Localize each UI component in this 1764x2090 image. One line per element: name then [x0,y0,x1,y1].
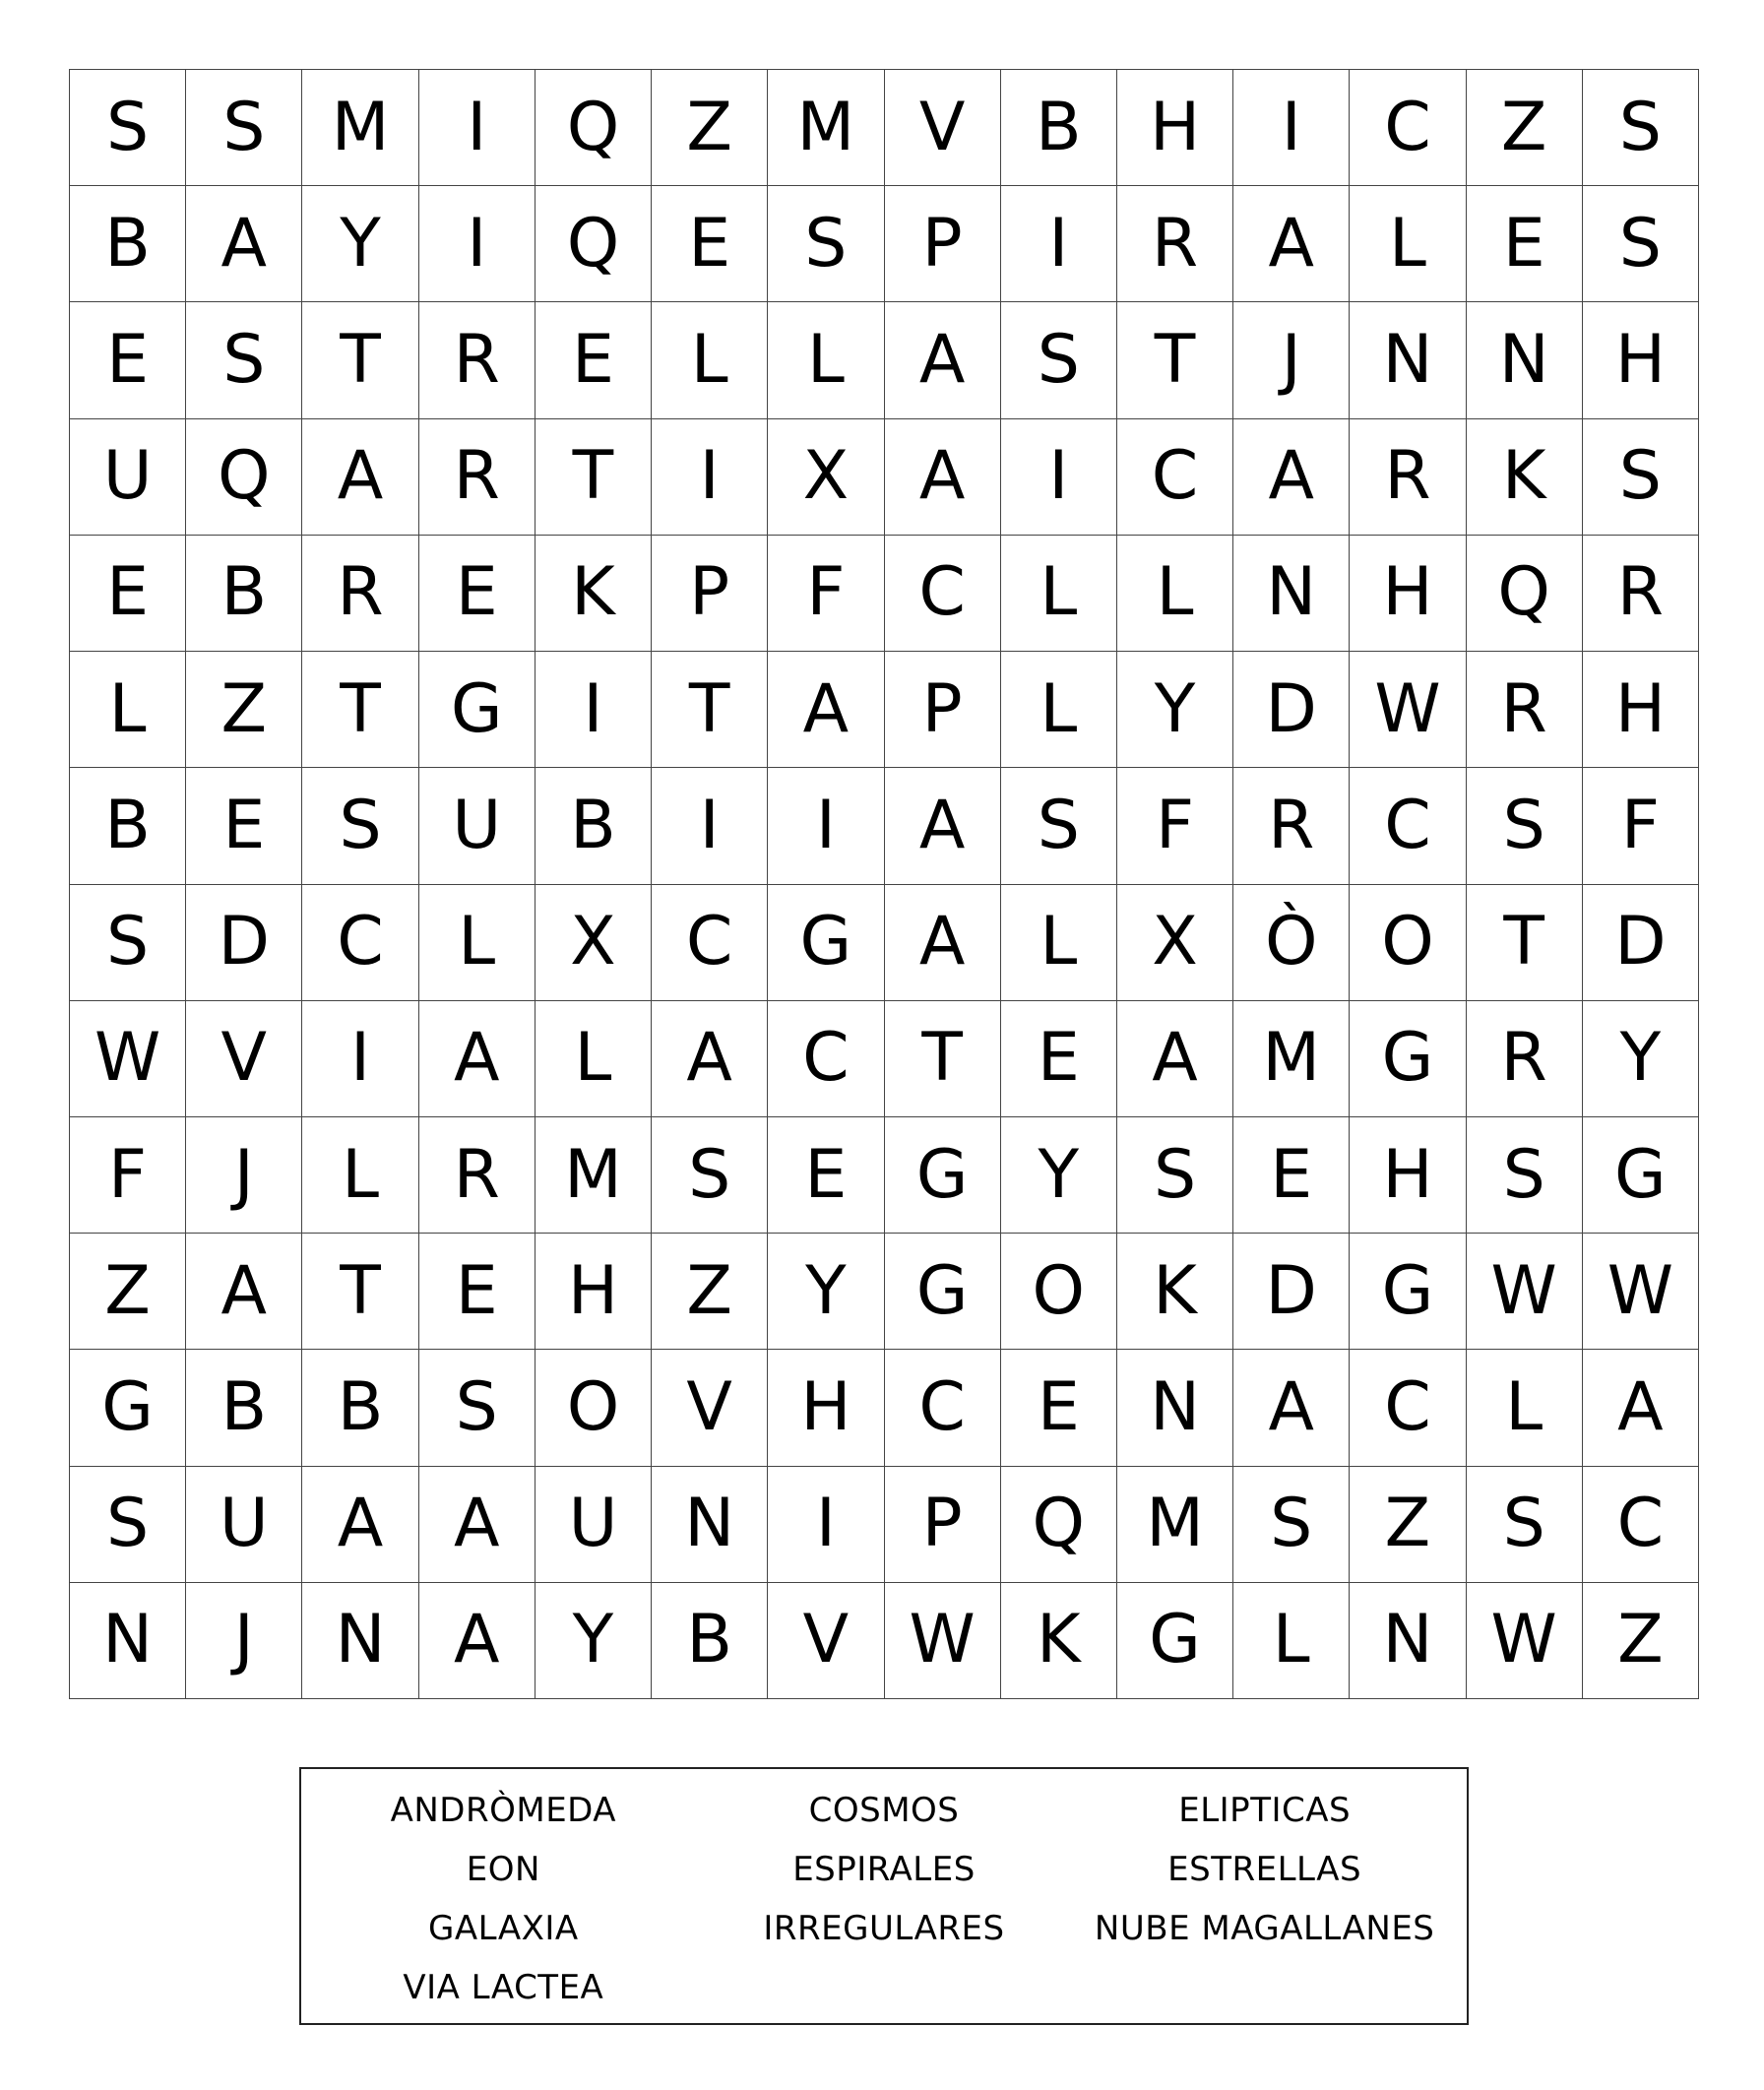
grid-cell[interactable]: E [419,1234,536,1350]
grid-cell[interactable]: Z [1350,1467,1466,1583]
grid-cell[interactable]: I [768,1467,884,1583]
grid-cell[interactable]: M [1233,1001,1350,1117]
grid-cell[interactable]: E [70,302,186,418]
grid-cell[interactable]: G [768,885,884,1001]
grid-cell[interactable]: Y [302,186,418,302]
word-list-item: ESTRELLAS [1167,1850,1362,1889]
grid-cell[interactable]: H [1350,536,1466,652]
grid-cell[interactable]: S [1583,186,1699,302]
grid-cell[interactable]: G [1350,1234,1466,1350]
grid-cell[interactable]: A [885,768,1001,884]
grid-cell[interactable]: S [186,302,302,418]
grid-cell[interactable]: G [1117,1583,1233,1699]
grid-cell[interactable]: S [186,70,302,186]
grid-cell[interactable]: P [885,652,1001,768]
grid-cell[interactable]: G [70,1350,186,1466]
grid-cell[interactable]: C [768,1001,884,1117]
grid-cell[interactable]: R [1467,1001,1583,1117]
grid-cell[interactable]: N [1350,1583,1466,1699]
word-list-item: GALAXIA [427,1909,579,1948]
word-list-item: EON [466,1850,540,1889]
grid-cell[interactable]: G [885,1234,1001,1350]
grid-cell[interactable]: B [186,536,302,652]
grid-cell[interactable]: L [1350,186,1466,302]
word-list-item: ANDRÒMEDA [390,1791,617,1830]
grid-cell[interactable]: V [768,1583,884,1699]
grid-cell[interactable]: A [186,186,302,302]
grid-cell[interactable]: K [1001,1583,1117,1699]
grid-cell[interactable]: L [419,885,536,1001]
grid-cell[interactable]: J [186,1583,302,1699]
grid-cell[interactable]: I [419,186,536,302]
grid-cell[interactable]: I [652,419,768,536]
grid-cell[interactable]: Q [1467,536,1583,652]
grid-cell[interactable]: J [1233,302,1350,418]
grid-cell[interactable]: C [302,885,418,1001]
grid-cell[interactable]: I [652,768,768,884]
grid-cell[interactable]: D [1583,885,1699,1001]
grid-cell[interactable]: Q [186,419,302,536]
grid-cell[interactable]: A [652,1001,768,1117]
grid-cell[interactable]: R [419,419,536,536]
grid-cell[interactable]: K [536,536,652,652]
grid-cell[interactable]: S [1117,1117,1233,1234]
grid-cell[interactable]: L [1001,885,1117,1001]
grid-cell[interactable]: H [536,1234,652,1350]
grid-cell[interactable]: Y [1001,1117,1117,1234]
grid-cell[interactable]: U [536,1467,652,1583]
grid-cell[interactable]: S [419,1350,536,1466]
grid-cell[interactable]: E [419,536,536,652]
grid-cell[interactable]: I [536,652,652,768]
grid-cell[interactable]: D [186,885,302,1001]
grid-cell[interactable]: S [1583,419,1699,536]
grid-cell[interactable]: D [1233,652,1350,768]
grid-cell[interactable]: A [1233,419,1350,536]
grid-cell[interactable]: C [1350,768,1466,884]
grid-cell[interactable]: K [1467,419,1583,536]
grid-cell[interactable]: M [768,70,884,186]
grid-cell[interactable]: W [1350,652,1466,768]
grid-cell[interactable]: W [885,1583,1001,1699]
grid-cell[interactable]: B [302,1350,418,1466]
grid-cell[interactable]: B [652,1583,768,1699]
grid-cell[interactable]: T [302,652,418,768]
grid-cell[interactable]: B [70,186,186,302]
grid-cell[interactable]: Q [536,70,652,186]
grid-cell[interactable]: O [1350,885,1466,1001]
grid-cell[interactable]: L [536,1001,652,1117]
word-list-item: ESPIRALES [792,1850,976,1889]
grid-cell[interactable]: E [1467,186,1583,302]
grid-cell[interactable]: A [419,1001,536,1117]
grid-cell[interactable]: Q [536,186,652,302]
grid-cell[interactable]: A [419,1467,536,1583]
grid-cell[interactable]: V [885,70,1001,186]
grid-cell[interactable]: L [302,1117,418,1234]
grid-cell[interactable]: Y [1117,652,1233,768]
grid-cell[interactable]: Z [1467,70,1583,186]
grid-cell[interactable]: T [1467,885,1583,1001]
grid-cell[interactable]: Y [1583,1001,1699,1117]
grid-cell[interactable]: A [768,652,884,768]
grid-cell[interactable]: F [768,536,884,652]
grid-cell[interactable]: P [652,536,768,652]
grid-cell[interactable]: U [70,419,186,536]
grid-cell[interactable]: P [885,186,1001,302]
grid-cell[interactable]: S [1467,1117,1583,1234]
grid-cell[interactable]: H [1583,302,1699,418]
grid-cell[interactable]: A [302,419,418,536]
grid-cell[interactable]: S [768,186,884,302]
grid-cell[interactable]: M [536,1117,652,1234]
grid-cell[interactable]: I [768,768,884,884]
letter-grid [69,69,1699,1699]
grid-cell[interactable]: T [302,1234,418,1350]
grid-cell[interactable]: X [536,885,652,1001]
grid-cell[interactable]: H [1117,70,1233,186]
grid-cell[interactable]: F [1583,768,1699,884]
grid-cell[interactable]: R [1350,419,1466,536]
grid-cell[interactable]: W [1467,1234,1583,1350]
grid-cell[interactable]: O [1001,1234,1117,1350]
grid-cell[interactable]: U [186,1467,302,1583]
grid-cell[interactable]: E [536,302,652,418]
word-list-item: VIA LACTEA [403,1968,604,2007]
grid-cell[interactable]: P [885,1467,1001,1583]
grid-cell[interactable]: T [536,419,652,536]
grid-cell[interactable]: H [1583,652,1699,768]
grid-cell[interactable]: W [70,1001,186,1117]
grid-cell[interactable]: A [1233,1350,1350,1466]
grid-cell[interactable]: M [302,70,418,186]
grid-cell[interactable]: Z [1583,1583,1699,1699]
grid-cell[interactable]: C [1350,70,1466,186]
grid-cell[interactable]: N [1467,302,1583,418]
word-list-item: ELIPTICAS [1178,1791,1352,1830]
grid-cell[interactable]: R [419,302,536,418]
grid-cell[interactable]: E [186,768,302,884]
grid-cell[interactable]: K [1117,1234,1233,1350]
grid-cell[interactable]: Z [652,70,768,186]
grid-cell[interactable]: R [1233,768,1350,884]
grid-cell[interactable]: T [302,302,418,418]
grid-cell[interactable]: H [768,1350,884,1466]
grid-cell[interactable]: W [1467,1583,1583,1699]
grid-cell[interactable]: A [186,1234,302,1350]
grid-cell[interactable]: M [1117,1467,1233,1583]
grid-cell[interactable]: L [768,302,884,418]
grid-cell[interactable]: N [70,1583,186,1699]
grid-cell[interactable]: S [1467,1467,1583,1583]
grid-cell[interactable]: Z [652,1234,768,1350]
grid-cell[interactable]: Z [70,1234,186,1350]
grid-cell[interactable]: T [885,1001,1001,1117]
grid-cell[interactable]: S [1467,768,1583,884]
grid-cell[interactable]: N [1350,302,1466,418]
grid-cell[interactable]: G [1350,1001,1466,1117]
grid-cell[interactable]: B [536,768,652,884]
grid-cell[interactable]: L [1467,1350,1583,1466]
grid-cell[interactable]: R [1583,536,1699,652]
grid-cell[interactable]: X [768,419,884,536]
grid-cell[interactable]: I [1001,419,1117,536]
grid-cell[interactable]: L [652,302,768,418]
grid-cell[interactable]: S [70,885,186,1001]
grid-cell[interactable]: E [652,186,768,302]
grid-cell[interactable]: L [70,652,186,768]
grid-cell[interactable]: N [1117,1350,1233,1466]
word-list [299,1767,1469,2025]
grid-cell[interactable]: A [1117,1001,1233,1117]
grid-cell[interactable]: S [1001,768,1117,884]
grid-cell[interactable]: X [1117,885,1233,1001]
grid-cell[interactable]: W [1583,1234,1699,1350]
grid-cell[interactable]: I [302,1001,418,1117]
grid-cell[interactable]: B [186,1350,302,1466]
grid-cell[interactable]: A [885,885,1001,1001]
grid-cell[interactable]: F [70,1117,186,1234]
grid-cell[interactable]: L [1001,652,1117,768]
grid-cell[interactable]: C [652,885,768,1001]
grid-cell[interactable]: F [1117,768,1233,884]
grid-cell[interactable]: D [1233,1234,1350,1350]
grid-cell[interactable]: H [1350,1117,1466,1234]
grid-cell[interactable]: E [70,536,186,652]
grid-cell[interactable]: V [652,1350,768,1466]
grid-cell[interactable]: O [536,1350,652,1466]
word-list-item: COSMOS [808,1791,960,1830]
grid-cell[interactable]: S [70,1467,186,1583]
grid-cell[interactable]: Z [186,652,302,768]
grid-cell[interactable]: A [885,419,1001,536]
grid-cell[interactable]: I [419,70,536,186]
grid-cell[interactable]: S [70,70,186,186]
grid-cell[interactable]: N [1233,536,1350,652]
grid-cell[interactable]: I [1001,186,1117,302]
grid-cell[interactable]: C [1350,1350,1466,1466]
grid-cell[interactable]: C [1117,419,1233,536]
grid-cell[interactable]: S [652,1117,768,1234]
grid-cell[interactable]: U [419,768,536,884]
grid-cell[interactable]: S [1583,70,1699,186]
grid-cell[interactable]: I [1233,70,1350,186]
grid-cell[interactable]: G [885,1117,1001,1234]
grid-cell[interactable]: L [1233,1583,1350,1699]
grid-cell[interactable]: A [419,1583,536,1699]
grid-cell[interactable]: R [302,536,418,652]
grid-cell[interactable]: G [1583,1117,1699,1234]
grid-cell[interactable]: E [1001,1001,1117,1117]
grid-cell[interactable]: C [885,1350,1001,1466]
grid-cell[interactable]: Y [536,1583,652,1699]
grid-cell[interactable]: S [1001,302,1117,418]
grid-cell[interactable]: E [1233,1117,1350,1234]
grid-cell[interactable]: R [1467,652,1583,768]
grid-cell[interactable]: A [885,302,1001,418]
grid-cell[interactable]: Y [768,1234,884,1350]
word-list-item: IRREGULARES [763,1909,1005,1948]
grid-cell[interactable]: T [1117,302,1233,418]
grid-cell[interactable]: R [419,1117,536,1234]
grid-cell[interactable]: A [302,1467,418,1583]
grid-cell[interactable]: T [652,652,768,768]
grid-cell[interactable]: S [302,768,418,884]
word-list-item: NUBE MAGALLANES [1094,1909,1435,1948]
grid-cell[interactable]: E [768,1117,884,1234]
grid-cell[interactable]: L [1117,536,1233,652]
grid-cell[interactable]: B [1001,70,1117,186]
grid-cell[interactable]: J [186,1117,302,1234]
grid-cell[interactable]: G [419,652,536,768]
grid-cell[interactable]: A [1233,186,1350,302]
grid-cell[interactable]: C [1583,1467,1699,1583]
grid-cell[interactable]: Q [1001,1467,1117,1583]
grid-cell[interactable]: L [1001,536,1117,652]
grid-cell[interactable]: R [1117,186,1233,302]
grid-cell[interactable]: E [1001,1350,1117,1466]
grid-cell[interactable]: V [186,1001,302,1117]
grid-cell[interactable]: N [302,1583,418,1699]
grid-cell[interactable]: S [1233,1467,1350,1583]
grid-cell[interactable]: Ò [1233,885,1350,1001]
grid-cell[interactable]: A [1583,1350,1699,1466]
grid-cell[interactable]: C [885,536,1001,652]
grid-cell[interactable]: B [70,768,186,884]
grid-cell[interactable]: N [652,1467,768,1583]
